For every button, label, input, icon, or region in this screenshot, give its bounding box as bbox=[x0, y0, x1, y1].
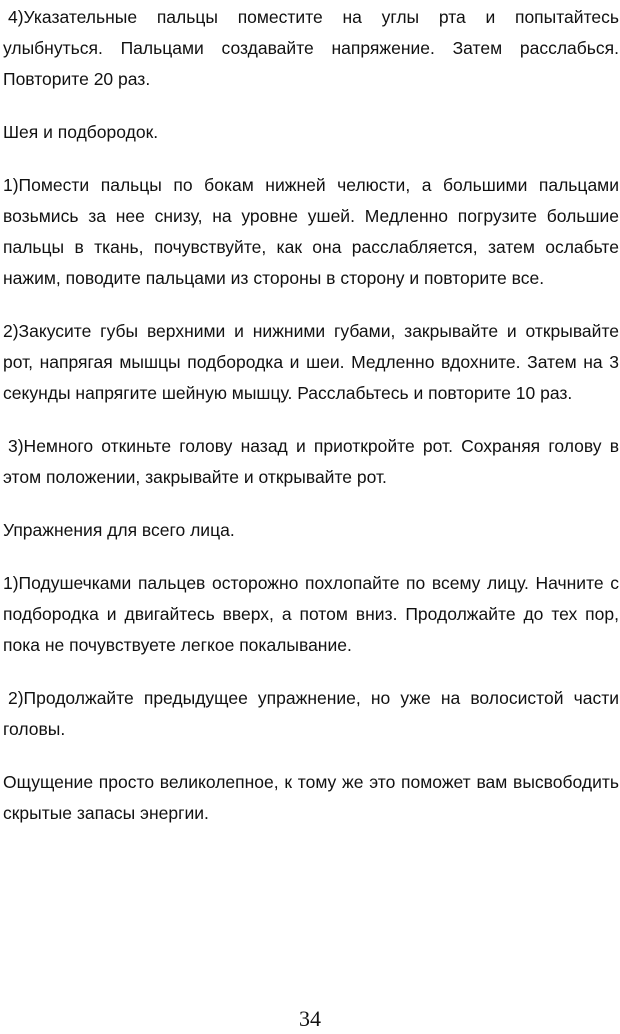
page-body bbox=[3, 2, 619, 851]
section-heading-whole-face: Упражнения для всего лица. bbox=[3, 520, 235, 540]
exercise-paragraph-2-scalp: 2)Продолжайте предыдущее упражнение, но уже на волосистой части головы. bbox=[3, 688, 619, 739]
section-heading-neck-chin: Шея и подбородок. bbox=[3, 122, 159, 142]
exercise-paragraph-1-tapping: 1)Подушечками пальцев осторожно похлопайте по всему лицу. Начните с подбородка и двигайтесь вверх, а потом вниз. Продолжайте до тех пор, пока не почувствуете легкое покалывание. bbox=[3, 573, 619, 655]
exercise-paragraph-2-lips: 2)Закусите губы верхними и нижними губами, закрывайте и открывайте рот, напрягая мышцы подбородка и шеи. Медленно вдохните. Затем на 3 секунды напрягите шейную мышцу. Расслабьтесь и повторите 10 раз. bbox=[3, 321, 619, 403]
closing-paragraph: Ощущение просто великолепное, к тому же это поможет вам высвободить скрытые запасы энергии. bbox=[3, 772, 619, 823]
exercise-paragraph-3-head-tilt: 3)Немного откиньте голову назад и приоткройте рот. Сохраняя голову в этом положении, закрывайте и открывайте рот. bbox=[3, 436, 619, 487]
exercise-paragraph-4-smile: 4)Указательные пальцы поместите на углы рта и попытайтесь улыбнуться. Пальцами создавайте напряжение. Затем расслабься. Повторите 20 раз. bbox=[3, 7, 619, 89]
page-number: 34 bbox=[299, 1006, 321, 1031]
exercise-paragraph-1-jaw: 1)Помести пальцы по бокам нижней челюсти, а большими пальцами возьмись за нее снизу, на уровне ушей. Медленно погрузите большие пальцы в ткань, почувствуйте, как она расслабляется, затем ослабьте нажим, поводите пальцами из стороны в сторону и повторите все. bbox=[3, 175, 619, 288]
